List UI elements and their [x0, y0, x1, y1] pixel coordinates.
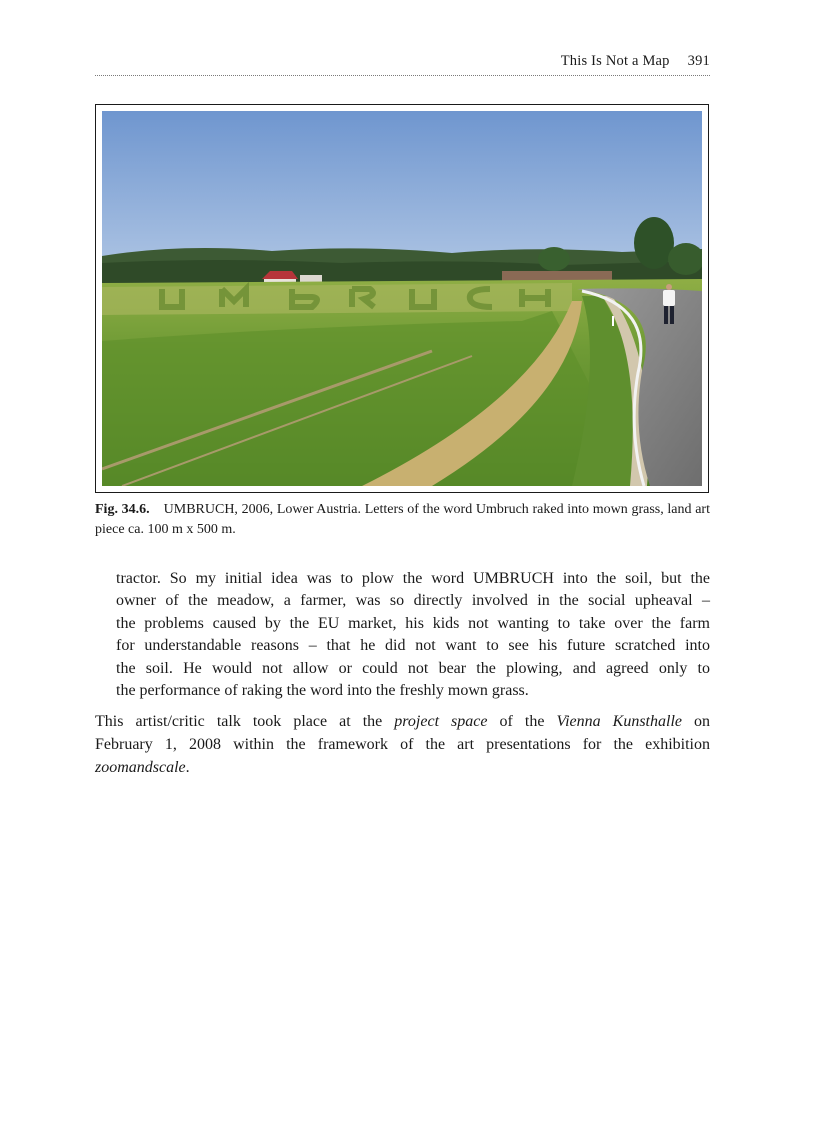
note-line: February 1, 2008 within the framework of the art presentations for the exhibition	[95, 736, 710, 753]
quote-line: the problems caused by the EU market, his kids not wanting to take over the farm	[116, 614, 710, 632]
quote-line: the performance of raking the word into the freshly mown grass.	[116, 682, 529, 700]
note-text: .	[185, 759, 190, 776]
quote-line: the soil. He would not allow or could not bear the plowing, and agreed only to	[116, 659, 710, 677]
raked-letters-band	[102, 283, 572, 315]
running-head	[95, 53, 710, 76]
note-emphasis-zoomandscale: zoomandscale	[95, 759, 186, 776]
note-text: of the	[487, 713, 557, 730]
umbruch-photo	[102, 111, 702, 486]
note-text: on	[682, 713, 711, 730]
running-head-title: This Is Not a Map	[560, 53, 670, 69]
tree	[634, 217, 674, 269]
closing-note	[95, 710, 710, 779]
figure-caption	[95, 500, 710, 540]
marker-post	[612, 316, 614, 326]
figure-caption-text: UMBRUCH, 2006, Lower Austria. Letters of the word Umbruch raked into mown grass, land art piece ca. 100 m x 500 m.	[95, 502, 710, 537]
farm-buildings	[502, 271, 612, 281]
figure-frame	[95, 104, 709, 493]
quote-line: tractor. So my initial idea was to plow the word UMBRUCH into the soil, but the	[116, 570, 710, 587]
figure-label: Fig. 34.6.	[95, 502, 150, 517]
sky	[102, 111, 702, 261]
page-number: 391	[687, 53, 710, 69]
quoted-paragraph	[116, 568, 710, 702]
note-text: This artist/critic talk took place at the	[95, 713, 395, 730]
note-emphasis-vienna-kunsthalle: Vienna Kunsthalle	[556, 713, 682, 730]
tree	[538, 247, 570, 271]
quote-line: owner of the meadow, a farmer, was so directly involved in the social upheaval –	[116, 592, 710, 610]
note-line	[95, 756, 710, 779]
quote-line: for understandable reasons – that he did not want to see his future scratched into	[116, 637, 710, 655]
running-head-text	[561, 53, 710, 70]
note-emphasis-project-space: project space	[394, 713, 488, 730]
note-line	[95, 710, 710, 733]
